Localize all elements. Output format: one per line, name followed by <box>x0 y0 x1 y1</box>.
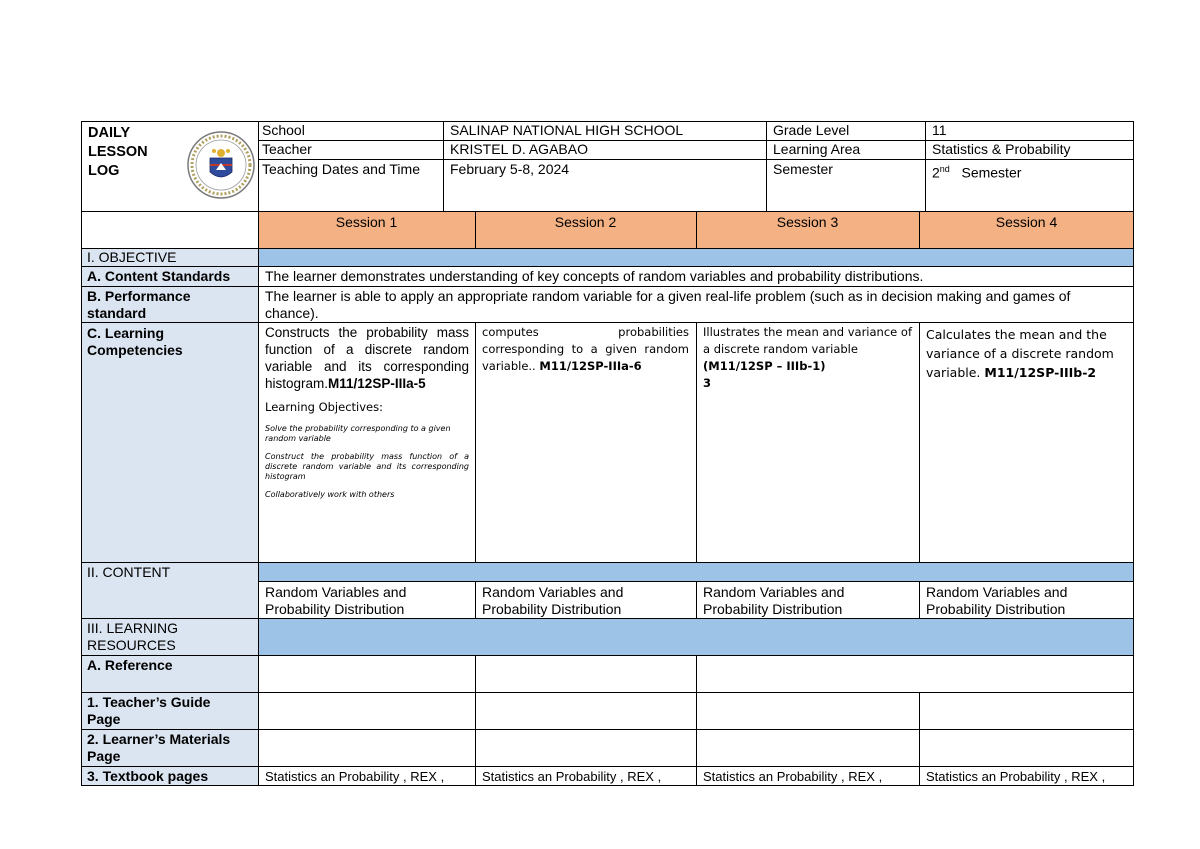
competency-session-2: computes probabilities corresponding to a given random variable.. M11/12SP-IIIa-6 <box>482 325 689 373</box>
learning-objective-3: Collaboratively work with others <box>265 490 395 499</box>
textbook-session-1: Statistics an Probability , REX , <box>265 769 445 784</box>
learning-area-value: Statistics & Probability <box>932 141 1071 157</box>
session-4-header: Session 4 <box>995 214 1058 230</box>
school-value: SALINAP NATIONAL HIGH SCHOOL <box>450 122 684 138</box>
reference-label: A. Reference <box>87 657 173 673</box>
semester-label: Semester <box>773 161 833 177</box>
content-topic-session-4: Random Variables and Probability Distribution <box>926 584 1068 617</box>
page-title: DAILY LESSON LOG <box>88 125 148 179</box>
content-topic-session-1: Random Variables and Probability Distribution <box>265 584 407 617</box>
teacher-label: Teacher <box>262 141 312 157</box>
learners-materials-label: 2. Learner’s Materials Page <box>87 731 231 764</box>
session-2-header: Session 2 <box>554 214 617 230</box>
competency-session-4: Calculates the mean and the variance of a discrete random variable. M11/12SP-IIIb-2 <box>926 327 1114 380</box>
objective-heading: I. OBJECTIVE <box>87 249 177 265</box>
deped-seal-icon <box>186 130 256 200</box>
grade-level-label: Grade Level <box>773 122 850 138</box>
session-3-header: Session 3 <box>776 214 839 230</box>
learning-objective-1: Solve the probability corresponding to a given random variable <box>265 424 451 443</box>
content-topic-session-2: Random Variables and Probability Distribution <box>482 584 624 617</box>
teacher-value: KRISTEL D. AGABAO <box>450 141 588 157</box>
teachers-guide-label: 1. Teacher’s Guide Page <box>87 694 211 727</box>
content-standards-text: The learner demonstrates understanding of key concepts of random variables and probability distributions. <box>265 268 924 284</box>
textbook-pages-label: 3. Textbook pages <box>87 768 209 784</box>
textbook-session-4: Statistics an Probability , REX , <box>926 769 1106 784</box>
content-standards-label: A. Content Standards <box>87 268 231 284</box>
performance-standard-text: The learner is able to apply an appropriate random variable for a given real-life problem (such as in decision making and games of chance). <box>265 288 1071 321</box>
semester-value: 2nd Semester <box>932 164 1022 181</box>
competency-session-3: Illustrates the mean and variance of a discrete random variable (M11/12SP – IIIb-1) 3 <box>703 325 912 390</box>
content-heading: II. CONTENT <box>87 564 171 580</box>
learning-competencies-label: C. Learning Competencies <box>87 325 183 358</box>
learning-area-label: Learning Area <box>773 141 861 157</box>
textbook-session-2: Statistics an Probability , REX , <box>482 769 662 784</box>
learning-objectives-title: Learning Objectives: <box>265 400 383 414</box>
learning-resources-heading: III. LEARNING RESOURCES <box>87 620 179 653</box>
performance-standard-label: B. Performance standard <box>87 288 191 321</box>
competency-session-1: Constructs the probability mass function of a discrete random variable and its corresponding histogram.M11/12SP-IIIa-5 Learning Objectives: Solve the probability corresponding to a given random variable Construct the probability mass function of a discrete random variable and its corresponding histogram Collaboratively work with others <box>265 325 469 499</box>
content-topic-session-3: Random Variables and Probability Distribution <box>703 584 845 617</box>
textbook-session-3: Statistics an Probability , REX , <box>703 769 883 784</box>
session-1-header: Session 1 <box>335 214 398 230</box>
dates-label: Teaching Dates and Time <box>262 161 420 177</box>
grade-level-value: 11 <box>932 122 947 138</box>
dates-value: February 5-8, 2024 <box>450 161 570 177</box>
learning-objective-2: Construct the probability mass function of a discrete random variable and its corresponding histogram <box>265 452 469 481</box>
school-label: School <box>262 122 305 138</box>
